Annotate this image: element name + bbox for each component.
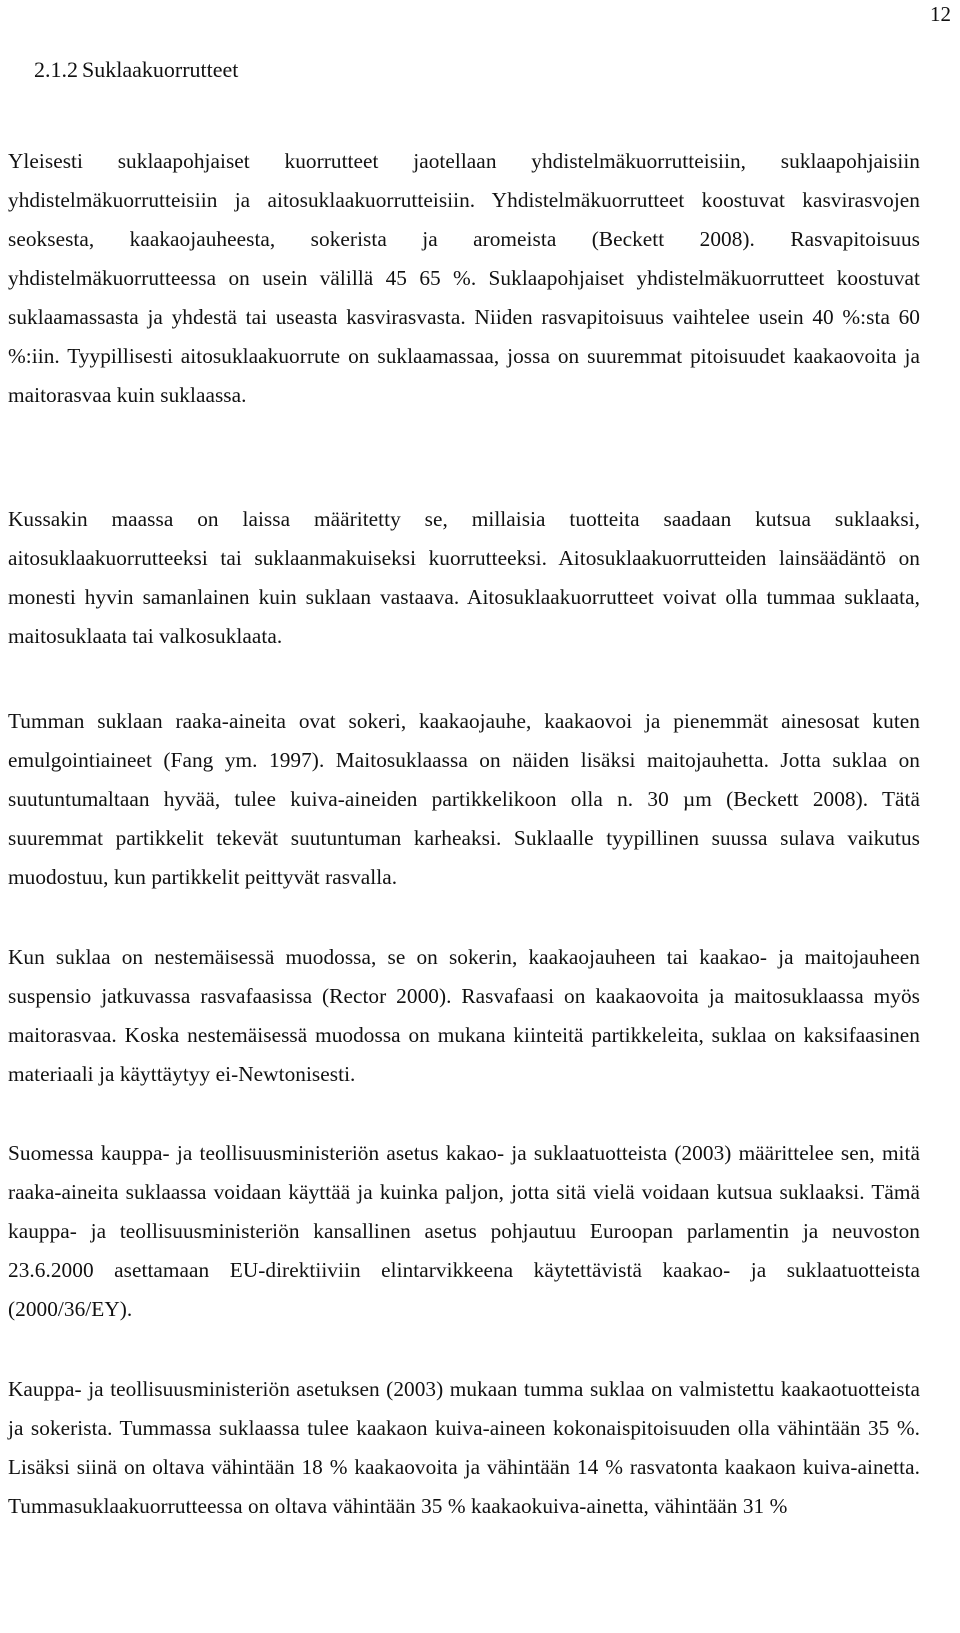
paragraph-finnish-regulation: Suomessa kauppa- ja teollisuusministeriön asetus kakao- ja suklaatuotteista (2003) määrittelee sen, mitä raaka-aineita suklaassa voidaan käyttää ja kuinka paljon, jotta sitä vielä voidaan kutsua suklaaksi. Tämä kauppa- ja teollisuusministeriön kansallinen asetus pohjautuu Euroopan parlamentin ja neuvoston 23.6.2000 asettamaan EU-direktiiviin elintarvikkeena käytettävistä kaakao- ja suklaatuotteista (2000/36/EY). — [8, 1141, 920, 1321]
paragraph-liquid-form: Kun suklaa on nestemäisessä muodossa, se on sokerin, kaakaojauheen tai kaakao- ja maitojauheen suspensio jatkuvassa rasvafaasissa (Rector 2000). Rasvafaasi on kaakaovoita ja maitosuklaassa myös maitorasvaa. Koska nestemäisessä muodossa on mukana kiinteitä partikkeleita, suklaa on kaksifaasinen materiaali ja käyttäytyy ei-Newtonisesti. — [8, 945, 920, 1086]
section-number: 2.1.2 — [34, 57, 78, 82]
paragraph-coating-types: Yleisesti suklaapohjaiset kuorrutteet jaotellaan yhdistelmäkuorrutteisiin, suklaapohjaisiin yhdistelmäkuorrutteisiin ja aitosuklaakuorrutteisiin. Yhdistelmäkuorrutteet koostuvat kasvirasvojen seoksesta, kaakaojauheesta, sokerista ja aromeista (Beckett 2008). Rasvapitoisuus yhdistelmäkuorrutteessa on usein välillä 45 65 %. Suklaapohjaiset yhdistelmäkuorrutteet koostuvat suklaamassasta ja yhdestä tai useasta kasvirasvasta. Niiden rasvapitoisuus vaihtelee usein 40 %:sta 60 %:iin. Tyypillisesti aitosuklaakuorrute on suklaamassaa, jossa on suuremmat pitoisuudet kaakaovoita ja maitorasvaa kuin suklaassa. — [8, 149, 920, 407]
paragraph-ingredients: Tumman suklaan raaka-aineita ovat sokeri, kaakaojauhe, kaakaovoi ja pienemmät ainesosat kuten emulgointiaineet (Fang ym. 1997). Maitosuklaassa on näiden lisäksi maitojauhetta. Jotta suklaa on suutuntumaltaan hyvää, tulee kuiva-aineiden partikkelikoon olla n. 30 µm (Beckett 2008). Tätä suuremmat partikkelit tekevät suutuntuman karheaksi. Suklaalle tyypillinen suussa sulava vaikutus muodostuu, kun partikkelit peittyvät rasvalla. — [8, 709, 920, 889]
page-number: 12 — [930, 2, 951, 26]
paragraph-dark-chocolate-requirements: Kauppa- ja teollisuusministeriön asetuksen (2003) mukaan tumma suklaa on valmistettu kaakaotuotteista ja sokerista. Tummassa suklaassa tulee kaakaon kuiva-aineen kokonaispitoisuuden olla vähintään 35 %. Lisäksi siinä on oltava vähintään 18 % kaakaovoita ja vähintään 14 % rasvatonta kaakaon kuiva-ainetta. Tummasuklaakuorrutteessa on oltava vähintään 35 % kaakaokuiva-ainetta, vähintään 31 % — [8, 1377, 920, 1518]
paragraph-legislation: Kussakin maassa on laissa määritetty se, millaisia tuotteita saadaan kutsua suklaaksi, aitosuklaakuorrutteeksi tai suklaanmakuiseksi kuorrutteeksi. Aitosuklaakuorrutteiden lainsäädäntö on monesti hyvin samanlainen kuin suklaan vastaava. Aitosuklaakuorrutteet voivat olla tummaa suklaata, maitosuklaata tai valkosuklaata. — [8, 507, 920, 648]
section-title: Suklaakuorrutteet — [82, 57, 239, 82]
section-heading — [34, 56, 238, 84]
